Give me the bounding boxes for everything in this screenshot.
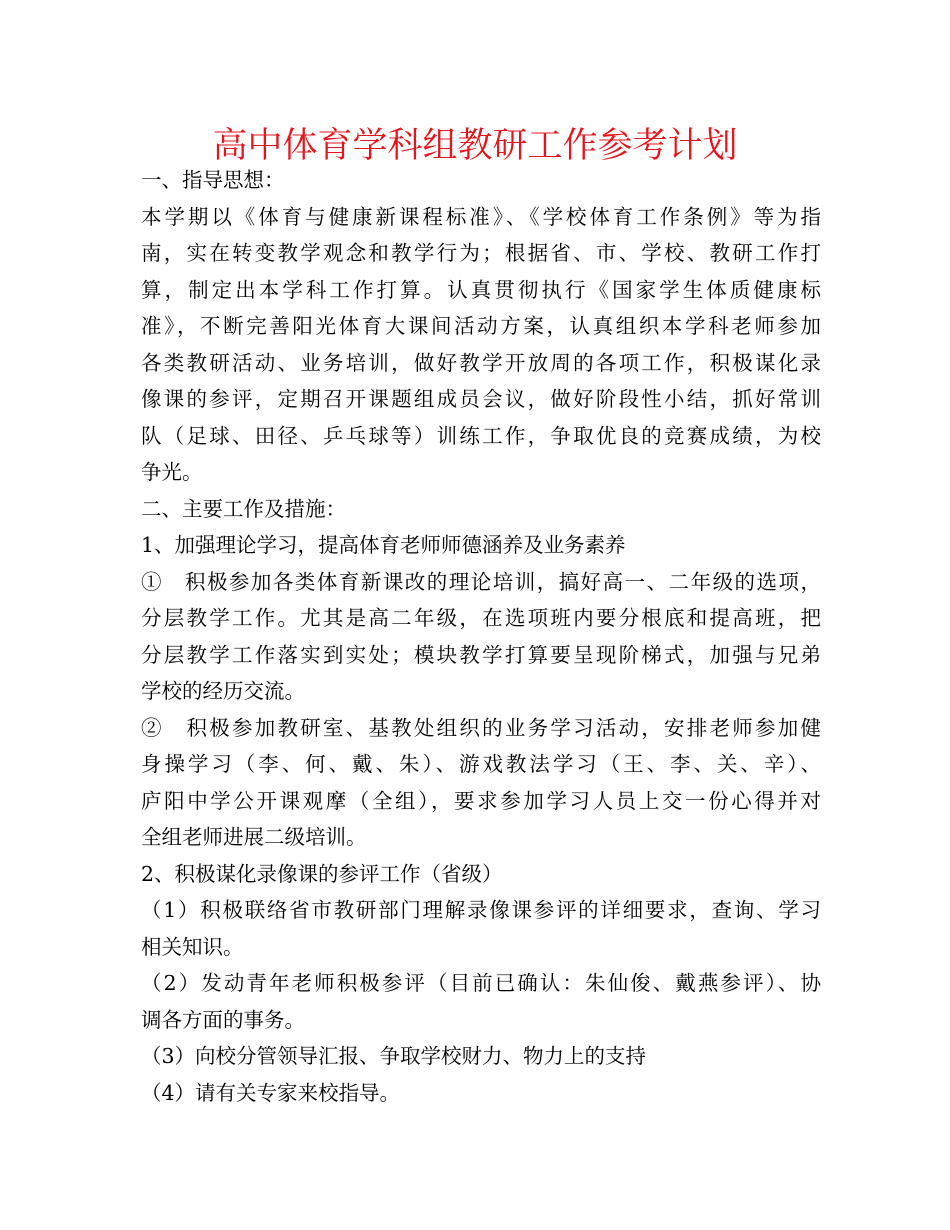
paragraph-line: 队（足球、田径、乒乓球等）训练工作，争取优良的竞赛成绩，为校 (141, 423, 821, 448)
document-title: 高中体育学科组教研工作参考计划 (212, 126, 738, 166)
list-item-line: 分层教学工作落实到实处；模块教学打算要呈现阶梯式，加强与兄弟 (141, 642, 821, 667)
list-item-line: （1）积极联络省市教研部门理解录像课参评的详细要求，查询、学习 (141, 898, 821, 922)
list-item-line: ① 积极参加各类体育新课改的理论培训，搞好高一、二年级的选项， (141, 569, 821, 594)
subheading-video-lesson: 2、积极谋化录像课的参评工作（省级） (141, 861, 503, 886)
paragraph-line: 争光。 (141, 460, 203, 484)
list-item-line: 相关知识。 (141, 934, 244, 959)
paragraph-line: 准》，不断完善阳光体育大课间活动方案，认真组织本学科老师参加 (141, 314, 821, 338)
section-heading-guiding-thought: 一、指导思想： (141, 168, 285, 192)
list-item-line: （4）请有关专家来校指导。 (141, 1080, 401, 1105)
paragraph-line: 像课的参评，定期召开课题组成员会议，做好阶段性小结，抓好常训 (141, 387, 821, 411)
list-item-line: 分层教学工作。尤其是高二年级，在选项班内要分根底和提高班，把 (141, 606, 821, 630)
list-item-line: 调各方面的事务。 (141, 1007, 305, 1032)
list-item-line: （3）向校分管领导汇报、争取学校财力、物力上的支持 (141, 1044, 647, 1068)
document-body (141, 162, 821, 1111)
list-item-line: 身操学习（李、何、戴、朱）、游戏教法学习（王、李、关、辛）、 (141, 752, 821, 776)
paragraph-line: 南，实在转变教学观念和教学行为；根据省、市、学校、教研工作打 (141, 241, 821, 265)
list-item-line: 庐阳中学公开课观摩（全组），要求参加学习人员上交一份心得并对 (141, 788, 821, 813)
list-item-line: 全组老师进展二级培训。 (141, 825, 367, 849)
list-item-line: 学校的经历交流。 (141, 679, 305, 703)
list-item-line: （2）发动青年老师积极参评（目前已确认：朱仙俊、戴燕参评）、协 (141, 971, 821, 995)
subheading-theory-study: 1、加强理论学习，提高体育老师师德涵养及业务素养 (141, 533, 626, 557)
paragraph-line: 算，制定出本学科工作打算。认真贯彻执行《国家学生体质健康标 (141, 277, 821, 302)
paragraph-line: 本学期以《体育与健康新课程标准》、《学校体育工作条例》等为指 (141, 204, 821, 229)
paragraph-line: 各类教研活动、业务培训，做好教学开放周的各项工作，积极谋化录 (141, 350, 821, 375)
section-heading-main-work: 二、主要工作及措施： (141, 496, 346, 521)
list-item-line: ② 积极参加教研室、基教处组织的业务学习活动，安排老师参加健 (141, 715, 821, 740)
